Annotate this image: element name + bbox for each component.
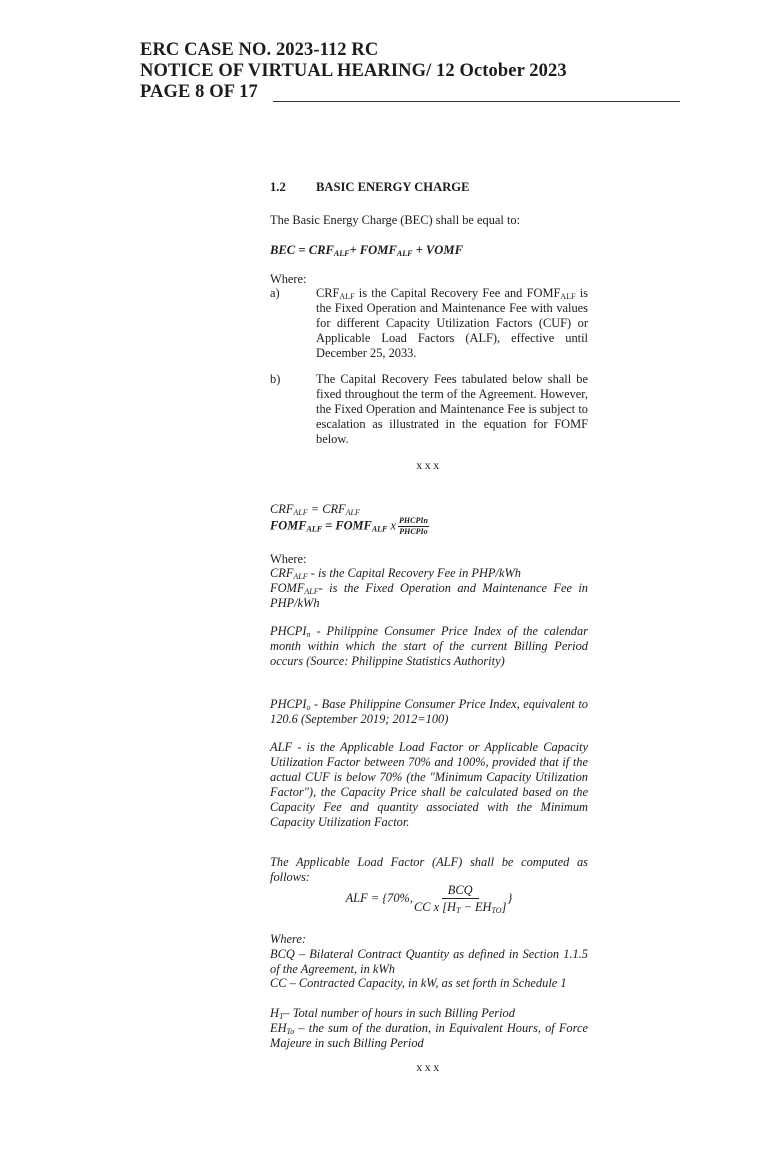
separator-xxx-2: xxx bbox=[416, 1060, 442, 1074]
item-text: The Capital Recovery Fees tabulated below shall be fixed throughout the term of the Agreement. However, the Fixed Operation and Maintenance Fee is subject to escalation as illustrated in the equation for FOMF below. bbox=[316, 372, 588, 446]
def-alf: ALF - is the Applicable Load Factor or Applicable Capacity Utilization Factor between 70% and 100%, provided that if the actual CUF is below 70% (the "Minimum Capacity Utilization Factor"), the Capacity Price shall be calculated based on the Capacity Fee and quantity associated with the Minimum Capacity Utilization Factor. bbox=[270, 740, 588, 829]
where-label-2: Where: bbox=[270, 552, 307, 566]
item-text: $CRF_{ALF}$ is the Capital Recovery Fee and $FOMF_{ALF}$ is the Fixed Operation and Maintenance Fee with values for different Capacity Utilization Factors (CUF) or Applicable Load Factors (ALF), effective until December 25, 2033. bbox=[316, 286, 588, 360]
def-phcpio: $PHCPI_o$ - Base Philippine Consumer Price Index, equivalent to 120.6 (September 2019; 2012=100) bbox=[270, 697, 588, 726]
notice-title: NOTICE OF VIRTUAL HEARING/ 12 October 2023 bbox=[140, 61, 567, 81]
section-number: 1.2 bbox=[270, 180, 286, 194]
alf-fraction: BCQ CC x $[H_T - EH_{TO}]$ bbox=[413, 883, 507, 915]
alf-intro: The Applicable Load Factor (ALF) shall be computed as follows: bbox=[270, 855, 588, 884]
def-phcpin: $PHCPI_n$ - Philippine Consumer Price Index of the calendar month within which the start of the current Billing Period occurs (Source: Philippine Statistics Authority) bbox=[270, 624, 588, 668]
list-item-b bbox=[270, 372, 588, 447]
section-heading bbox=[270, 180, 588, 195]
def-ht: $H_T-$ Total number of hours in such Billing Period bbox=[270, 1006, 515, 1021]
page-number: PAGE 8 OF 17 bbox=[140, 82, 258, 102]
phcpi-ratio: $\frac{\text{PHCPIn}}{\text{PHCPIo}}$ bbox=[399, 516, 428, 536]
where-label-1: Where: bbox=[270, 272, 307, 286]
item-label: b) bbox=[270, 372, 281, 386]
def-bcq: BCQ – Bilateral Contract Quantity as defined in Section 1.1.5 of the Agreement, in kWh bbox=[270, 947, 588, 976]
crf-equation: $CRF_{ALF} = CRF_{ALF}$ bbox=[270, 502, 360, 517]
bec-equation: BEC = $CRF_{ALF}+$ $FOMF_{ALF}$ + VOMF bbox=[270, 243, 464, 258]
list-item-a bbox=[270, 286, 588, 361]
def-eht: $EH_{To}$ – the sum of the duration, in Equivalent Hours, of Force Majeure in such Billing Period bbox=[270, 1021, 588, 1050]
case-number: ERC CASE NO. 2023-112 RC bbox=[140, 40, 379, 60]
page-header bbox=[140, 40, 680, 103]
def-fomf: $FOMF_{ALF}-$ is the Fixed Operation and Maintenance Fee in PHP/kWh bbox=[270, 581, 588, 610]
section-title: BASIC ENERGY CHARGE bbox=[316, 180, 470, 194]
header-rule bbox=[273, 101, 680, 102]
separator-xxx-1: xxx bbox=[416, 458, 442, 472]
item-label: a) bbox=[270, 286, 280, 300]
alf-formula: ALF = {70%, BCQ CC x $[H_T - EH_{TO}]$ } bbox=[345, 883, 513, 915]
def-cc: CC – Contracted Capacity, in kW, as set forth in Schedule 1 bbox=[270, 976, 567, 990]
fomf-equation: $FOMF_{ALF}$ = $FOMF_{ALF}$ x $\frac{\text{PHCPIn}}{\text{PHCPIo}}$ bbox=[270, 516, 428, 536]
where-label-3: Where: bbox=[270, 932, 307, 946]
bec-intro: The Basic Energy Charge (BEC) shall be equal to: bbox=[270, 213, 521, 227]
def-crf: $CRF_{ALF}$ - is the Capital Recovery Fee in PHP/kWh bbox=[270, 566, 521, 581]
